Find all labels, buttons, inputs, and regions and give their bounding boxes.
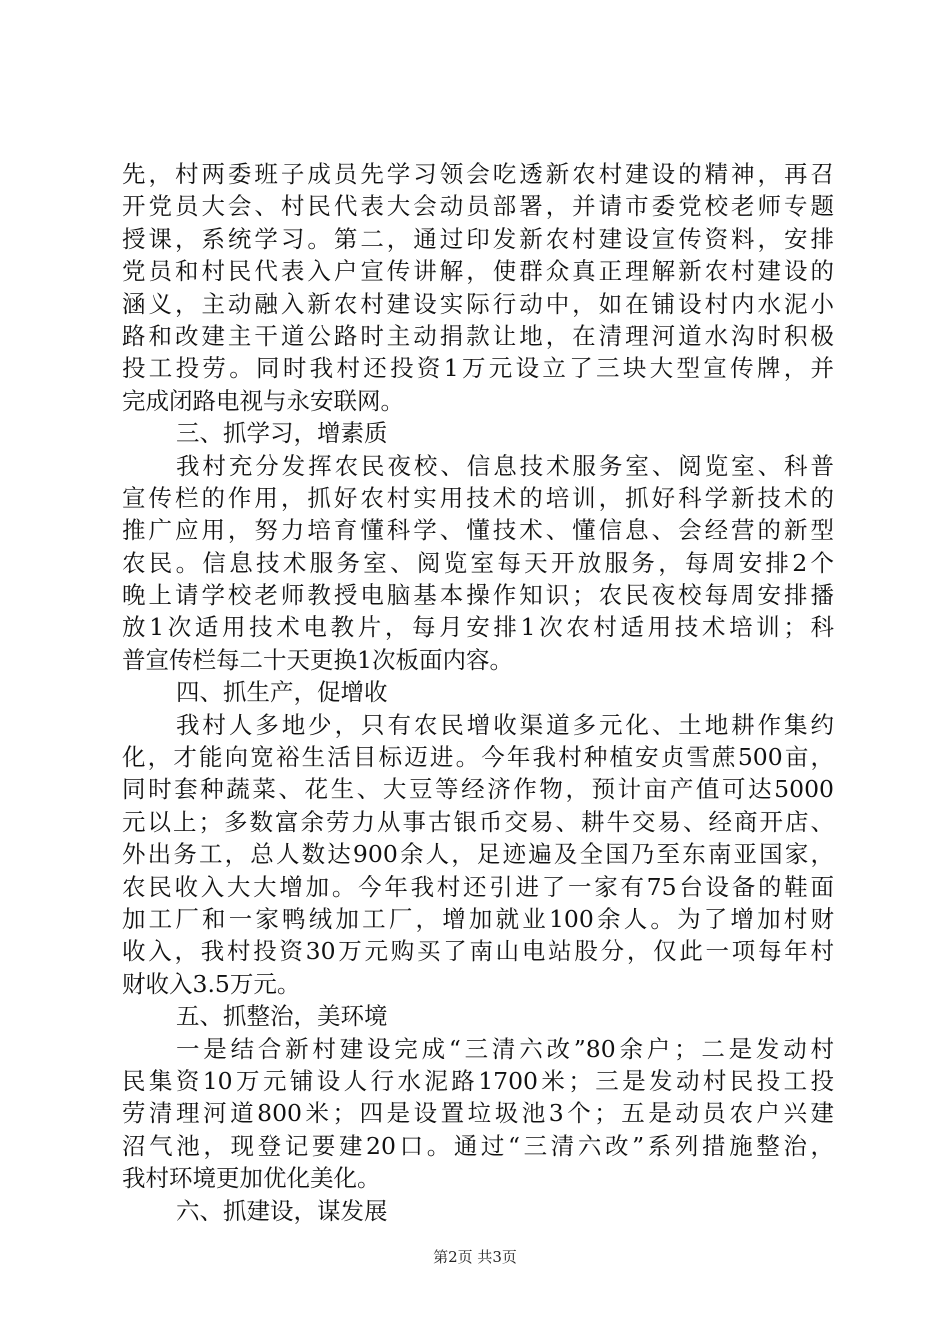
text-line: 放1次适用技术电教片，每月安排1次农村适用技术培训；科 <box>122 613 834 642</box>
text-line: 加工厂和一家鸭绒加工厂，增加就业100余人。为了增加村财 <box>122 904 834 933</box>
text-line: 我村充分发挥农民夜校、信息技术服务室、阅览室、科普 <box>176 451 834 480</box>
text-line: 完成闭路电视与永安联网。 <box>122 386 404 415</box>
text-line: 沼气池，现登记要建20口。通过“三清六改”系列措施整治， <box>122 1131 834 1160</box>
text-line: 路和改建主干道公路时主动捐款让地，在清理河道水沟时积极 <box>122 321 834 350</box>
section-heading: 三、抓学习，增素质 <box>176 419 388 448</box>
section-heading: 四、抓生产，促增收 <box>176 678 388 707</box>
text-line: 农民。信息技术服务室、阅览室每天开放服务，每周安排2个 <box>122 548 834 577</box>
text-line: 化，才能向宽裕生活目标迈进。今年我村种植安贞雪蔗500亩， <box>122 743 834 772</box>
text-line: 普宣传栏每二十天更换1次板面内容。 <box>122 645 513 674</box>
text-line: 民集资10万元铺设人行水泥路1700米；三是发动村民投工投 <box>122 1066 834 1095</box>
text-line: 党员和村民代表入户宣传讲解，使群众真正理解新农村建设的 <box>122 257 834 286</box>
text-line: 元以上；多数富余劳力从事古银币交易、耕牛交易、经商开店、 <box>122 807 834 836</box>
text-line: 晚上请学校老师教授电脑基本操作知识；农民夜校每周安排播 <box>122 581 834 610</box>
page-footer: 第2页 共3页 <box>433 1248 517 1266</box>
text-line: 先，村两委班子成员先学习领会吃透新农村建设的精神，再召 <box>122 160 834 188</box>
text-line: 授课，系统学习。第二，通过印发新农村建设宣传资料，安排 <box>122 224 834 253</box>
text-line: 同时套种蔬菜、花生、大豆等经济作物，预计亩产值可达5000 <box>122 775 834 804</box>
text-line: 我村人多地少，只有农民增收渠道多元化、土地耕作集约 <box>176 710 834 739</box>
text-line: 外出务工，总人数达900余人，足迹遍及全国乃至东南亚国家， <box>122 840 834 869</box>
body-text <box>122 158 834 1227</box>
text-line: 我村环境更加优化美化。 <box>122 1164 381 1193</box>
text-line: 一是结合新村建设完成“三清六改”80余户；二是发动村 <box>176 1034 834 1063</box>
text-line: 开党员大会、村民代表大会动员部署，并请市委党校老师专题 <box>122 192 834 221</box>
text-line: 宣传栏的作用，抓好农村实用技术的培训，抓好科学新技术的 <box>122 483 834 512</box>
section-heading: 六、抓建设，谋发展 <box>176 1196 388 1225</box>
text-line: 财收入3.5万元。 <box>122 969 301 998</box>
text-line: 投工投劳。同时我村还投资1万元设立了三块大型宣传牌，并 <box>122 354 834 383</box>
text-line: 涵义，主动融入新农村建设实际行动中，如在铺设村内水泥小 <box>122 289 834 318</box>
text-line: 农民收入大大增加。今年我村还引进了一家有75台设备的鞋面 <box>122 872 834 901</box>
text-line: 推广应用，努力培育懂科学、懂技术、懂信息、会经营的新型 <box>122 516 834 545</box>
text-line: 收入，我村投资30万元购买了南山电站股分，仅此一项每年村 <box>122 937 834 966</box>
text-line: 劳清理河道800米；四是设置垃圾池3个；五是动员农户兴建 <box>122 1099 834 1128</box>
section-heading: 五、抓整治，美环境 <box>176 1002 388 1031</box>
